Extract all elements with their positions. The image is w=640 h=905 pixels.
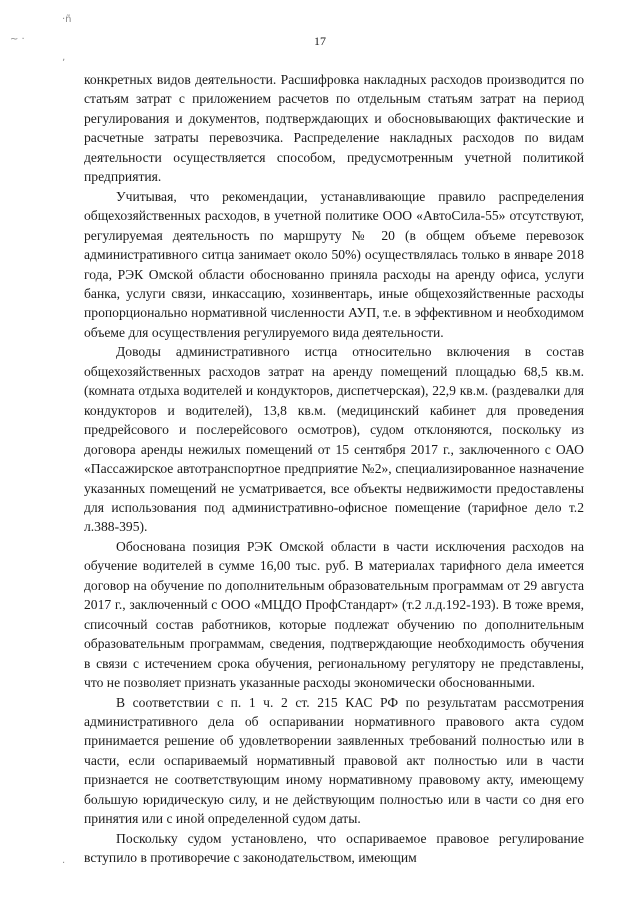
paragraph: Учитывая, что рекомендации, устанавливающие правило распределения общехозяйственных расходов, в учетной политике ООО «АвтоСила-55» отсутствуют, регулируемая деятельность по маршруту № 20 (в общем объеме перевозок административного ситца занимает около 50%) осуществлялась только в январе 2018 года, РЭК Омской области обоснованно приняла расходы на аренду офиса, услуги банка, услуги связи, инкассацию, хозинвентарь, иные общехозяйственные расходы пропорционально нормативной численности АУП, т.е. в эффективном и необходимом объеме для осуществления регулируемого вида деятельности. xyxy=(84,188,584,340)
paragraph: Обоснована позиция РЭК Омской области в части исключения расходов на обучение водителей в сумме 16,00 тыс. руб. В материалах тарифного дела имеется договор на обучение по дополнительным образовательным программам от 29 августа 2017 г., заключенный с ООО «МЦДО ПрофСтандарт» (т.2 л.д.192-193). В тоже время, списочный состав работников, которые подлежат обучению по дополнительным образовательным программам, сведения, подтверждающие необходимость обучения в связи с истечением срока обучения, региональному регулятору не представлены, что не позволяет признать указанные расходы экономически обоснованными. xyxy=(84,538,584,691)
paragraph: Поскольку судом установлено, что оспариваемое правовое регулирование вступило в противоречие с законодательством, имеющим xyxy=(84,830,584,866)
margin-scan-mark: ~ · xyxy=(10,34,25,45)
page-number: 17 xyxy=(314,34,326,48)
paragraph: В соответствии с п. 1 ч. 2 ст. 215 КАС РФ по результатам рассмотрения административного дела об оспаривании нормативного правового акта судом принимается решение об удовлетворении заявленных требований полностью или в части, если оспариваемый нормативный правовой акт полностью или в части признается не соответствующим иному нормативному правовому акту, имеющему большую юридическую силу, и не действующим полностью или в части со дня его принятия или с иной определенной судом даты. xyxy=(84,694,584,827)
paragraph: конкретных видов деятельности. Расшифровка накладных расходов производится по статьям затрат с приложением расчетов по отдельным статьям затрат на период регулирования и документов, подтверждающих и обосновывающих фактические и расчетные затраты перевозчика. Распределение накладных расходов по видам деятельности осуществляется способом, предусмотренным учетной политикой предприятия. xyxy=(84,72,584,185)
document-body xyxy=(84,70,584,868)
margin-scan-mark: ʼ xyxy=(62,58,66,69)
margin-scan-mark: ·ñ xyxy=(62,14,72,25)
margin-scan-mark: · xyxy=(62,858,66,869)
paragraph: Доводы административного истца относительно включения в состав общехозяйственных расходов затрат на аренду помещений площадью 68,5 кв.м. (комната отдыха водителей и кондукторов, диспетчерская), 22,9 кв.м. (раздевалки для кондукторов и водителей), 13,8 кв.м. (медицинский кабинет для проведения предрейсового и послерейсового осмотров), судом отклоняются, поскольку из договора аренды нежилых помещений от 15 сентября 2017 г., заключенного с ОАО «Пассажирское автотранспортное предприятие №2», специализированное назначение указанных помещений не усматривается, все объекты недвижимости предоставлены для использования под административно-офисное помещение (тарифное дело т.2 л.388-395). xyxy=(84,344,584,535)
